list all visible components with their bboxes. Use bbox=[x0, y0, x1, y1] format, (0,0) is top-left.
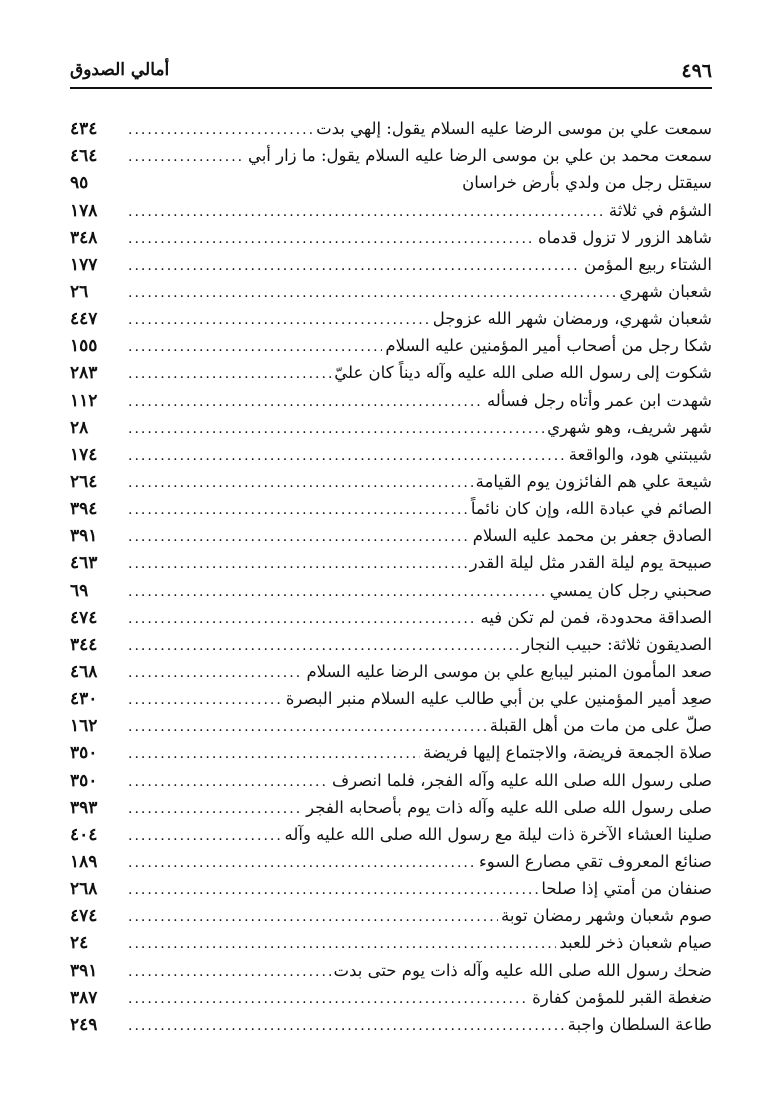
entry-text: سمعت علي بن موسى الرضا عليه السلام يقول: إلهي بدت bbox=[316, 119, 712, 139]
index-entry bbox=[70, 329, 712, 356]
index-entry bbox=[70, 736, 712, 763]
entry-page-number: ٣٨٧ bbox=[70, 987, 98, 1008]
index-entry bbox=[70, 546, 712, 573]
index-entry bbox=[70, 981, 712, 1008]
index-entry bbox=[70, 193, 712, 220]
dot-leader bbox=[128, 827, 281, 845]
entry-text: الصداقة محدودة، فمن لم تكن فيه bbox=[480, 607, 712, 627]
dot-leader bbox=[128, 311, 430, 329]
dot-leader bbox=[128, 773, 329, 791]
entry-page-number: ٤٠٤ bbox=[70, 824, 98, 845]
dot-leader bbox=[128, 148, 245, 166]
entry-page-number: ٢٦٨ bbox=[70, 879, 98, 900]
dot-leader bbox=[128, 501, 468, 519]
dot-leader bbox=[128, 935, 556, 953]
entry-text: الصديقون ثلاثة: حبيب النجار bbox=[522, 634, 712, 654]
index-entry bbox=[70, 926, 712, 953]
entry-page-number: ٢٦ bbox=[70, 281, 89, 302]
entry-text: صلينا العشاء الآخرة ذات ليلة مع رسول الله صلى الله عليه وآله bbox=[284, 824, 712, 844]
dot-leader bbox=[128, 854, 476, 872]
index-entry bbox=[70, 275, 712, 302]
dot-leader bbox=[128, 230, 535, 248]
entry-page-number: ٣٩١ bbox=[70, 526, 98, 547]
dot-leader bbox=[128, 664, 303, 682]
entry-page-number: ٢٤ bbox=[70, 933, 89, 954]
entry-page-number: ٤٣٠ bbox=[70, 689, 98, 710]
index-entry bbox=[70, 573, 712, 600]
entry-page-number: ٢٤٩ bbox=[70, 1014, 98, 1035]
dot-leader bbox=[128, 1017, 565, 1035]
dot-leader bbox=[128, 800, 303, 818]
dot-leader bbox=[128, 990, 529, 1008]
index-entry bbox=[70, 166, 712, 193]
index-entry bbox=[70, 221, 712, 248]
entry-page-number: ٣٥٠ bbox=[70, 743, 98, 764]
index-entry bbox=[70, 682, 712, 709]
entry-text: صحبني رجل كان يمسي bbox=[549, 580, 712, 600]
entry-page-number: ٤٦٤ bbox=[70, 146, 98, 167]
index-entry bbox=[70, 465, 712, 492]
entry-page-number: ٤٦٣ bbox=[70, 553, 98, 574]
index-entry bbox=[70, 845, 712, 872]
index-entry bbox=[70, 383, 712, 410]
index-entry bbox=[70, 411, 712, 438]
entry-text: سمعت محمد بن علي بن موسى الرضا عليه السلام يقول: ما زار أبي bbox=[247, 146, 712, 166]
entry-text: طاعة السلطان واجبة bbox=[567, 1014, 712, 1034]
entry-text: صعِد أمير المؤمنين علي بن أبي طالب عليه السلام منبر البصرة bbox=[285, 689, 712, 709]
entry-page-number: ٣٩٤ bbox=[70, 499, 98, 520]
entry-text: شيبتني هود، والواقعة bbox=[568, 444, 712, 464]
entry-text: سيقتل رجل من ولدي بأرض خراسان bbox=[462, 173, 712, 193]
dot-leader bbox=[128, 745, 420, 763]
dot-leader bbox=[128, 338, 382, 356]
index-entries bbox=[70, 112, 712, 1035]
index-entry bbox=[70, 356, 712, 383]
index-entry bbox=[70, 899, 712, 926]
entry-page-number: ٣٩٣ bbox=[70, 797, 98, 818]
entry-page-number: ٤٤٧ bbox=[70, 309, 98, 330]
index-entry bbox=[70, 492, 712, 519]
entry-text: صلى رسول الله صلى الله عليه وآله الفجر، فلما انصرف bbox=[331, 770, 712, 790]
dot-leader bbox=[128, 474, 473, 492]
entry-page-number: ١٧٨ bbox=[70, 200, 98, 221]
entry-page-number: ٤٧٤ bbox=[70, 607, 98, 628]
dot-leader bbox=[128, 257, 581, 275]
entry-page-number: ٣٥٠ bbox=[70, 770, 98, 791]
entry-text: شكوت إلى رسول الله صلى الله عليه وآله ديناً كان عليّ bbox=[334, 363, 712, 383]
entry-text: صنفان من أمتي إذا صلحا bbox=[541, 879, 712, 899]
entry-text: شهدت ابن عمر وأتاه رجل فسأله bbox=[486, 390, 712, 410]
dot-leader bbox=[128, 555, 467, 573]
dot-leader bbox=[128, 881, 538, 899]
entry-text: الشتاء ربيع المؤمن bbox=[584, 254, 712, 274]
dot-leader bbox=[128, 528, 470, 546]
entry-page-number: ٣٤٨ bbox=[70, 227, 98, 248]
entry-text: صوم شعبان وشهر رمضان توبة bbox=[501, 906, 712, 926]
dot-leader bbox=[128, 203, 606, 221]
dot-leader bbox=[128, 610, 477, 628]
dot-leader bbox=[128, 637, 519, 655]
entry-text: الصادق جعفر بن محمد عليه السلام bbox=[472, 526, 712, 546]
entry-page-number: ١١٢ bbox=[70, 390, 98, 411]
entry-text: صلى رسول الله صلى الله عليه وآله ذات يوم بأصحابه الفجر bbox=[306, 797, 712, 817]
index-entry bbox=[70, 655, 712, 682]
index-entry bbox=[70, 112, 712, 139]
entry-page-number: ٤٣٤ bbox=[70, 119, 98, 140]
index-entry bbox=[70, 1008, 712, 1035]
dot-leader bbox=[128, 718, 487, 736]
index-entry bbox=[70, 709, 712, 736]
entry-text: صبيحة يوم ليلة القدر مثل ليلة القدر bbox=[469, 553, 712, 573]
entry-page-number: ٤٦٨ bbox=[70, 661, 98, 682]
entry-text: شاهد الزور لا تزول قدماه bbox=[538, 227, 712, 247]
dot-leader bbox=[128, 420, 544, 438]
entry-page-number: ١٨٩ bbox=[70, 851, 98, 872]
dot-leader bbox=[128, 121, 313, 139]
dot-leader bbox=[128, 908, 498, 926]
entry-text: شعبان شهري، ورمضان شهر الله عزوجل bbox=[432, 309, 712, 329]
index-entry bbox=[70, 519, 712, 546]
entry-page-number: ٢٨٣ bbox=[70, 363, 98, 384]
entry-text: شكا رجل من أصحاب أمير المؤمنين عليه السلام bbox=[385, 336, 712, 356]
index-entry bbox=[70, 791, 712, 818]
entry-page-number: ٦٩ bbox=[70, 580, 89, 601]
entry-text: صيام شعبان ذخر للعبد bbox=[559, 933, 712, 953]
entry-text: ضحك رسول الله صلى الله عليه وآله ذات يوم حتى بدت bbox=[333, 960, 712, 980]
entry-text: صلاة الجمعة فريضة، والاجتماع إليها فريضة bbox=[423, 743, 712, 763]
entry-text: شيعة علي هم الفائزون يوم القيامة bbox=[475, 471, 712, 491]
entry-text: ضغطة القبر للمؤمن كفارة bbox=[532, 987, 712, 1007]
book-title: أمالي الصدوق bbox=[70, 60, 170, 80]
entry-page-number: ١٧٧ bbox=[70, 254, 98, 275]
dot-leader bbox=[128, 963, 331, 981]
dot-leader bbox=[128, 583, 547, 601]
entry-page-number: ١٧٤ bbox=[70, 444, 98, 465]
header-divider bbox=[70, 87, 712, 89]
dot-leader bbox=[128, 393, 484, 411]
entry-page-number: ٢٨ bbox=[70, 417, 89, 438]
dot-leader bbox=[128, 447, 566, 465]
dot-leader bbox=[128, 365, 331, 383]
entry-page-number: ٩٥ bbox=[70, 173, 89, 194]
index-entry bbox=[70, 139, 712, 166]
index-entry bbox=[70, 628, 712, 655]
index-entry bbox=[70, 248, 712, 275]
entry-text: صعد المأمون المنبر ليبايع علي بن موسى الرضا عليه السلام bbox=[306, 661, 712, 681]
entry-text: الشؤم في ثلاثة bbox=[608, 200, 712, 220]
entry-page-number: ١٦٢ bbox=[70, 716, 98, 737]
entry-page-number: ٣٩١ bbox=[70, 960, 98, 981]
entry-text: صلّ على من مات من أهل القبلة bbox=[489, 716, 712, 736]
entry-page-number: ٣٤٤ bbox=[70, 634, 98, 655]
index-entry bbox=[70, 872, 712, 899]
index-entry bbox=[70, 763, 712, 790]
index-entry bbox=[70, 818, 712, 845]
entry-text: الصائم في عبادة الله، وإن كان نائماً bbox=[470, 499, 712, 519]
page-number: ٤٩٦ bbox=[681, 60, 712, 82]
dot-leader bbox=[128, 284, 616, 302]
index-entry bbox=[70, 438, 712, 465]
entry-text: صنائع المعروف تقي مصارع السوء bbox=[479, 851, 712, 871]
index-entry bbox=[70, 601, 712, 628]
index-entry bbox=[70, 302, 712, 329]
entry-text: شعبان شهري bbox=[619, 281, 712, 301]
index-entry bbox=[70, 953, 712, 980]
entry-text: شهر شريف، وهو شهري bbox=[547, 417, 712, 437]
dot-leader bbox=[128, 691, 283, 709]
entry-page-number: ١٥٥ bbox=[70, 336, 98, 357]
entry-page-number: ٤٧٤ bbox=[70, 906, 98, 927]
page-header bbox=[70, 58, 712, 88]
entry-page-number: ٢٦٤ bbox=[70, 471, 98, 492]
